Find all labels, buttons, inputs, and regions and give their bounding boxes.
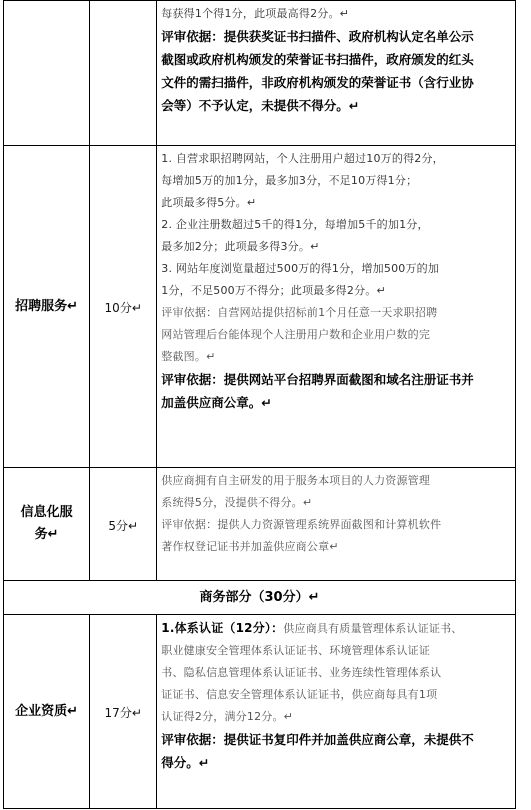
qualification-score: 17分↵ bbox=[104, 706, 142, 720]
cell-awards-content bbox=[157, 1, 516, 146]
cell-info-score bbox=[90, 468, 157, 581]
table-row-recruit bbox=[4, 146, 516, 468]
table-row-section bbox=[4, 581, 516, 615]
info-score: 5分↵ bbox=[108, 518, 139, 533]
table-row-info bbox=[4, 468, 516, 581]
cell-info-content bbox=[157, 468, 516, 581]
recruit-line-8: 评审依据：自营网站提供招标前1个月任意一天求职招聘 bbox=[161, 306, 438, 319]
info-label-line-2: 务↵ bbox=[34, 527, 59, 542]
qualification-heading-rest: 供应商具有质量管理体系认证证书、 bbox=[283, 622, 463, 635]
cell-qualification-content bbox=[157, 615, 516, 809]
cell-empty-label bbox=[4, 1, 90, 146]
recruit-line-10: 整截图。↵ bbox=[161, 350, 216, 363]
cell-section-title bbox=[4, 581, 516, 615]
recruit-line-5: 最多加2分；此项最多得3分。↵ bbox=[161, 240, 320, 253]
cell-qualification-label bbox=[4, 615, 90, 809]
recruit-line-6: 3. 网站年度浏览量超过500万的得1分，增加500万的加 bbox=[161, 262, 440, 275]
section-title: 商务部分（30分）↵ bbox=[199, 589, 320, 605]
recruit-line-4: 2. 企业注册数超过5千的得1分，每增加5千的加1分， bbox=[161, 218, 429, 231]
recruit-basis-line-1: 评审依据：提供网站平台招聘界面截图和域名注册证书并 bbox=[161, 372, 474, 387]
cell-info-label bbox=[4, 468, 90, 581]
awards-basis-line-4: 会等）不予认定，未提供不得分。↵ bbox=[161, 98, 360, 113]
qualification-line-3: 书、隐私信息管理体系认证证书、业务连续性管理体系认 bbox=[161, 666, 442, 679]
table-row-qualification bbox=[4, 615, 516, 809]
recruit-line-9: 网站管理后台能体现个人注册用户数和企业用户数的完 bbox=[161, 328, 431, 341]
qualification-basis-line-2: 得分。↵ bbox=[161, 755, 210, 770]
cell-qualification-score bbox=[90, 615, 157, 809]
recruit-line-2: 每增加5万的加1分，最多加3分，不足10万得1分； bbox=[161, 174, 418, 187]
recruit-label: 招聘服务↵ bbox=[15, 299, 79, 314]
awards-basis-line-1: 评审依据：提供获奖证书扫描件、政府机构认定名单公示 bbox=[161, 29, 474, 44]
qualification-label: 企业资质↵ bbox=[15, 704, 79, 719]
awards-rule-line: 每获得1个得1分，此项最高得2分。↵ bbox=[161, 7, 350, 20]
recruit-line-1: 1. 自营求职招聘网站，个人注册用户超过10万的得2分， bbox=[161, 152, 444, 165]
recruit-line-7: 1分，不足500万不得分；此项最多得2分。↵ bbox=[161, 284, 386, 297]
qualification-heading: 1.体系认证（12分）： bbox=[161, 621, 284, 635]
info-line-3: 评审依据：提供人力资源管理系统界面截图和计算机软件 bbox=[161, 518, 442, 531]
info-line-1: 供应商拥有自主研发的用于服务本项目的人力资源管理 bbox=[161, 474, 431, 487]
table-row-awards bbox=[4, 1, 516, 146]
cell-recruit-content bbox=[157, 146, 516, 468]
cell-recruit-score bbox=[90, 146, 157, 468]
scoring-table bbox=[3, 0, 516, 809]
cell-recruit-label bbox=[4, 146, 90, 468]
info-line-4: 著作权登记证书并加盖供应商公章↵ bbox=[161, 540, 339, 553]
recruit-line-3: 此项最多得5分。↵ bbox=[161, 196, 257, 209]
recruit-score: 10分↵ bbox=[104, 301, 142, 315]
qualification-line-1 bbox=[161, 617, 511, 640]
qualification-line-4: 证证书、信息安全管理体系认证证书，供应商每具有1项 bbox=[161, 688, 438, 701]
qualification-line-2: 职业健康安全管理体系认证证书、环境管理体系认证证 bbox=[161, 644, 431, 657]
info-label-line-1: 信息化服 bbox=[20, 505, 73, 520]
awards-basis-line-3: 文件的需扫描件，非政府机构颁发的荣誉证书（含行业协 bbox=[161, 75, 474, 90]
qualification-line-5: 认证得2分，满分12分。↵ bbox=[161, 710, 294, 723]
awards-basis-line-2: 截图或政府机构颁发的荣誉证书扫描件，政府颁发的红头 bbox=[161, 52, 474, 67]
qualification-basis-line-1: 评审依据：提供证书复印件并加盖供应商公章，未提供不 bbox=[161, 732, 474, 747]
info-line-2: 系统得5分，没提供不得分。↵ bbox=[161, 496, 313, 509]
cell-empty-score bbox=[90, 1, 157, 146]
recruit-basis-line-2: 加盖供应商公章。↵ bbox=[161, 395, 272, 410]
